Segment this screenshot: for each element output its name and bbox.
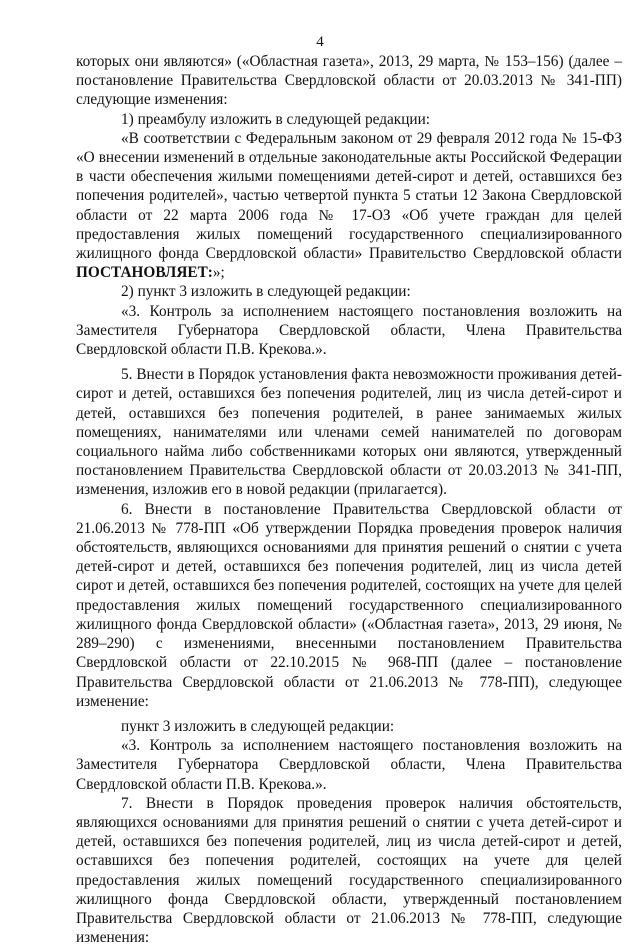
paragraph-control-clause-2: «3. Контроль за исполнением настоящего постановления возложить на Заместителя Губернатора Свердловской области, Члена Правительства Свердловской области П.В. Крекова.». xyxy=(76,737,622,793)
preamble-closing: »; xyxy=(212,264,225,282)
paragraph-item-3-heading: 2) пункт 3 изложить в следующей редакции: xyxy=(121,283,411,301)
paragraph-control-clause: «3. Контроль за исполнением настоящего постановления возложить на Заместителя Губернатора Свердловской области, Члена Правительства Свердловской области П.В. Крекова.». xyxy=(76,302,622,359)
paragraph-preamble-text xyxy=(76,129,622,283)
paragraph-item-7: 7. Внести в Порядок проведения проверок наличия обстоятельств, являющихся основаниями для принятия решений о снятии с учета детей-сирот и детей, оставшихся без попечения родителей, лиц из числа детей-сирот и детей, оставшихся без попечения родителей, состоящих на учете для целей предоставления жилых помещений государственного специализированного жилищного фонда Свердловской области, утвержденный постановлением Правительства Свердловской области от 21.06.2013 № 778-ПП, следующие изменения: xyxy=(76,794,622,947)
decree-keyword: ПОСТАНОВЛЯЕТ: xyxy=(76,264,213,282)
paragraph-item-6-subheading: пункт 3 изложить в следующей редакции: xyxy=(121,717,395,735)
paragraph-item-6: 6. Внести в постановление Правительства Свердловской области от 21.06.2013 № 778-ПП «Об утверждении Порядка проведения проверок наличия обстоятельств, являющихся основаниями для принятия решений о снятии с учета детей-сирот и детей, оставшихся без попечения родителей, лиц из числа детей сирот и детей, оставшихся без попечения родителей, состоящих на учете для целей предоставления жилых помещений государственного специализированного жилищного фонда Свердловской области» («Областная газета», 2013, 29 июня, № 289–290) с изменениями, внесенными постановлением Правительства Свердловской области от 22.10.2015 № 968-ПП (далее – постановление Правительства Свердловской области от 21.06.2013 № 778-ПП), следующее изменение: xyxy=(76,500,622,710)
page-number: 4 xyxy=(316,34,324,50)
paragraph-continuation: которых они являются» («Областная газета», 2013, 29 марта, № 153–156) (далее – постановление Правительства Свердловской области от 20.03.2013 № 341-ПП) следующие изменения: xyxy=(76,53,622,109)
paragraph-preamble-item: 1) преамбулу изложить в следующей редакции: xyxy=(121,110,431,128)
document-body xyxy=(76,52,622,947)
paragraph-item-5: 5. Внести в Порядок установления факта невозможности проживания детей-сирот и детей, оставшихся без попечения родителей, лиц из числа детей-сирот и детей, оставшихся без попечения родителей, в ранее занимаемых жилых помещениях, нанимателями или членами семей нанимателей по договорам социального найма либо собственниками которых они являются, утвержденный постановлением Правительства Свердловской области от 20.03.2013 № 341-ПП, изменения, изложив его в новой редакции (прилагается). xyxy=(76,366,622,499)
preamble-text: «В соответствии с Федеральным законом от 29 февраля 2012 года № 15-ФЗ «О внесении изменений в отдельные законодательные акты Российской Федерации в части обеспечения жилыми помещениями детей-сирот и детей, оставшихся без попечения родителей», частью четвертой пункта 5 статьи 12 Закона Свердловской области от 22 марта 2006 года № 17-ОЗ «Об учете граждан для целей предоставления жилых помещений государственного специализированного жилищного фонда Свердловской области» Правительство Свердловской области xyxy=(76,129,622,263)
